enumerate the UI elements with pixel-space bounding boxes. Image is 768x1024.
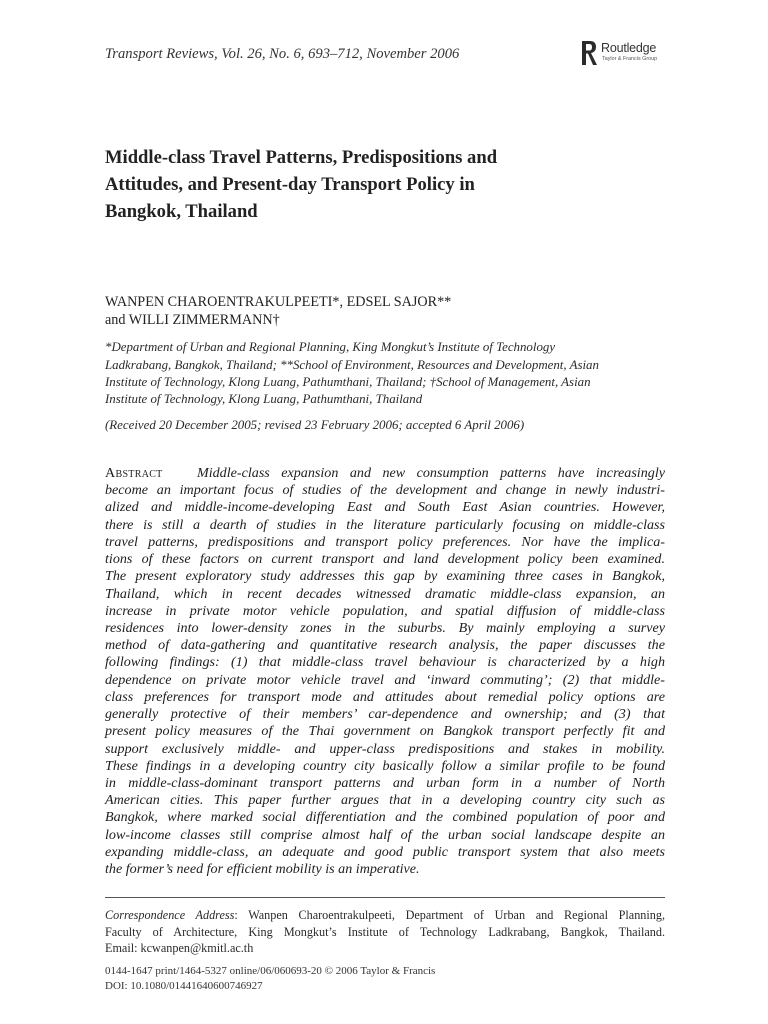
abstract-text-line: Thailand, which in recent decades witnessed dramatic middle-class expansion, an: [105, 585, 665, 602]
abstract-label: Abstract: [105, 465, 163, 481]
affiliation-line-1: *Department of Urban and Regional Planning, King Mongkut’s Institute of Technology: [105, 340, 556, 354]
abstract-text-line: Middle-class expansion and new consumption patterns have increasingly: [196, 465, 665, 481]
footnote-divider: [105, 897, 665, 898]
abstract-text-line: alized and middle-income-developing East and South East Asian countries. However,: [105, 499, 665, 516]
abstract-text-line: expanding middle-class, an adequate and good public transport system that also meets: [105, 843, 665, 860]
abstract-text-line: support exclusively middle- and upper-class predispositions and stakes in mobility.: [105, 740, 665, 757]
abstract-text-line: low-income classes still comprise almost half of the urban social landscape despite an: [105, 826, 665, 843]
abstract-text-line: become an important focus of studies of the development and change in newly industri-: [105, 482, 665, 499]
abstract-text-line: tions of these factors on current transport and land development policy been examined.: [105, 551, 665, 568]
correspondence-email[interactable]: Email: kcwanpen@kmitl.ac.th: [105, 941, 254, 955]
journal-reference: Transport Reviews, Vol. 26, No. 6, 693–712, November 2006: [105, 46, 460, 62]
affiliation-line-4: Institute of Technology, Klong Luang, Pathumthani, Thailand: [105, 392, 423, 406]
abstract-text-line: generally protective of their members’ car-dependence and ownership; and (3) that: [105, 706, 665, 723]
correspondence-text: Wanpen Charoentrakulpeeti, Department of Urban and Regional Planning,: [248, 908, 665, 922]
correspondence-address: [105, 907, 665, 957]
article-title-line-1: Middle-class Travel Patterns, Predispositions and: [105, 147, 498, 168]
abstract-text-line: dependence on private motor vehicle travel and ‘inward commuting’; (2) that middle-: [105, 671, 665, 688]
abstract-text-line: residences into lower-density zones in the suburbs. By mainly employing a survey: [105, 619, 665, 636]
correspondence-line-1: Correspondence Address: Wanpen Charoentrakulpeeti, Department of Urban and Regional Planning,: [105, 908, 665, 922]
affiliation-line-3: Institute of Technology, Klong Luang, Pathumthani, Thailand; †School of Management, Asian: [105, 375, 591, 389]
correspondence-line-2: Faculty of Architecture, King Mongkut’s Institute of Technology Ladkrabang, Bangkok, Thailand.: [105, 924, 665, 939]
authors-line-2: and WILLI ZIMMERMANN†: [105, 312, 280, 328]
publisher-name: Routledge: [601, 41, 657, 55]
abstract-first-line: [105, 465, 665, 482]
received-dates: (Received 20 December 2005; revised 23 February 2006; accepted 6 April 2006): [105, 418, 525, 432]
abstract-text-line: Bangkok, where marked social differentiation and the combined population of poor and: [105, 809, 665, 826]
publisher-tagline: Taylor & Francis Group: [602, 56, 658, 62]
abstract-text-line: American cities. This paper further argues that in a developing country city such as: [105, 792, 665, 809]
abstract-text-line: increase in private motor vehicle population, and spatial diffusion of middle-class: [105, 602, 665, 619]
abstract-text-line: class preferences for transport mode and attitudes about remedial policy options are: [105, 688, 665, 705]
abstract-text-line: following findings: (1) that middle-class travel behaviour is characterized by a high: [105, 654, 665, 671]
abstract-text-line: there is still a dearth of studies in the literature particularly focusing on middle-class: [105, 516, 665, 533]
routledge-r-icon: [581, 40, 599, 66]
page-footer: [105, 964, 435, 994]
correspondence-label: Correspondence Address: [105, 908, 235, 922]
authors-line-1: WANPEN CHAROENTRAKULPEETI*, EDSEL SAJOR**: [105, 294, 452, 310]
publisher-logo: [581, 40, 673, 68]
abstract-text-line: These findings in a developing country city basically follow a similar profile to be found: [105, 757, 665, 774]
doi-line[interactable]: DOI: 10.1080/01441640600746927: [105, 980, 263, 992]
article-title-line-2: Attitudes, and Present-day Transport Policy in: [105, 174, 475, 195]
issn-line: 0144-1647 print/1464-5327 online/06/060693-20 © 2006 Taylor & Francis: [105, 965, 436, 977]
abstract-text-line: in middle-class-dominant transport patterns and urban form in a number of North: [105, 774, 665, 791]
abstract-text-line: the former’s need for efficient mobility is an imperative.: [105, 861, 420, 878]
abstract-text-line: The present exploratory study addresses this gap by examining three cases in Bangkok,: [105, 568, 665, 585]
abstract: [105, 465, 665, 878]
affiliation-line-2: Ladkrabang, Bangkok, Thailand; **School of Environment, Resources and Development, Asian: [105, 358, 599, 372]
article-title-line-3: Bangkok, Thailand: [105, 201, 258, 222]
abstract-text-line: travel patterns, predispositions and transport policy preferences. Nor have the implica-: [105, 533, 665, 550]
abstract-text-line: present policy measures of the Thai government on Bangkok transport perfectly fit and: [105, 723, 665, 740]
abstract-text-line: method of data-gathering and quantitative research analysis, the paper discusses the: [105, 637, 665, 654]
